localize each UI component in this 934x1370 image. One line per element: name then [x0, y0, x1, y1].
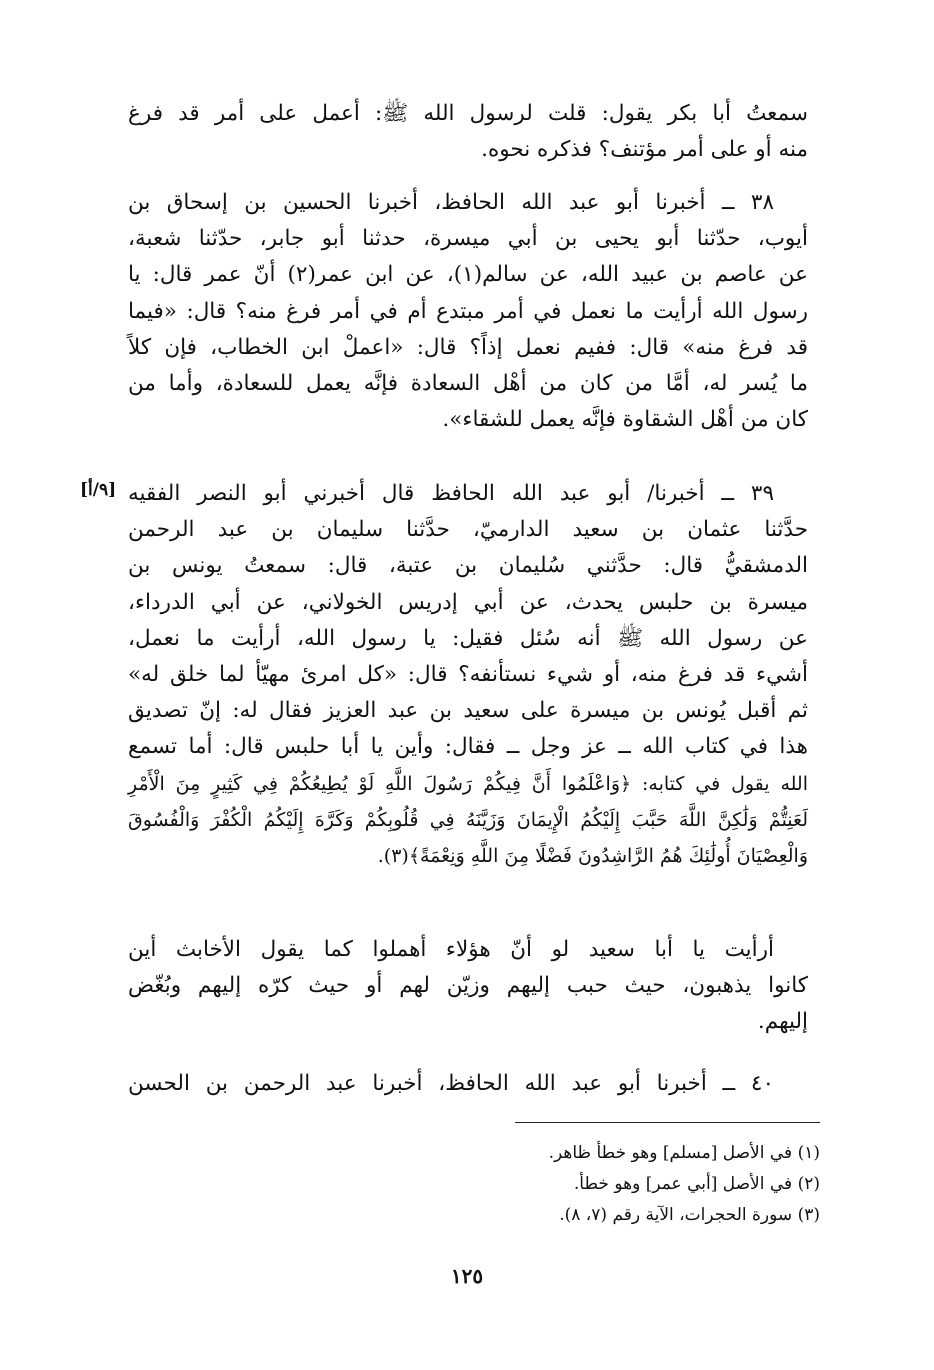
text-line: ما يُسر له، أمَّا من كان من أهْل السعادة فإنَّه يعمل للسعادة، وأما من: [128, 371, 808, 397]
hadith-39-continuation: [128, 932, 808, 1041]
footnote-divider: [515, 1122, 820, 1123]
text-line: كان من أهْل الشقاوة فإنَّه يعمل للشقاء».: [442, 407, 808, 433]
intro-paragraph: [128, 96, 808, 168]
page-number: ١٢٥: [450, 1264, 484, 1288]
footnotes: [300, 1138, 820, 1231]
text-line: كانوا يذهبون، حيث حبب إليهم وزيّن لهم أو حيث كرّه إليهم وبُغّض: [128, 973, 808, 999]
text-line: ثم أقبل يُونس بن ميسرة على سعيد بن عبد العزيز فقال له: إنّ تصديق: [128, 698, 808, 724]
text-line: عن عاصم بن عبيد الله، عن سالم(١)، عن ابن عمر(٢) أنّ عمر قال: يا: [128, 262, 809, 288]
text-line: أشيء قد فرغ منه، أو شيء نستأنفه؟ قال: «كل امرئ مهيّأ لما خلق له»: [128, 662, 808, 688]
text-line: الدمشقيُّ قال: حدَّثني سُليمان بن عتبة، قال: سمعتُ يونس بن: [128, 553, 808, 579]
text-line: سمعتُ أبا بكر يقول: قلت لرسول الله ﷺ: أعمل على أمر قد فرغ: [128, 101, 808, 126]
text-line: أرأيت يا أبا سعيد لو أنّ هؤلاء أهملوا كما يقول الأخابث أين: [128, 937, 774, 962]
text-line: رسول الله أرأيت ما نعمل في أمر مبتدع أم في أمر فرغ منه؟ قال: «فيما: [128, 298, 808, 324]
hadith-38-paragraph: [128, 185, 808, 438]
quran-verse-line: وَالْعِصْيَانَ أُولَٰئِكَ هُمُ الرَّاشِدُونَ فَضْلًا مِنَ اللَّهِ وَنِعْمَةً﴾(٣).: [377, 845, 808, 868]
hadith-40-paragraph: [128, 1066, 808, 1102]
text-line: هذا في كتاب الله ــ عز وجل ــ فقال: وأين يا أبا حلبس قال: أما تسمع: [128, 734, 808, 760]
footnote-1: (١) في الأصل [مسلم] وهو خطأ ظاهر.: [548, 1143, 820, 1163]
text-line: ٤٠ ــ أخبرنا أبو عبد الله الحافظ، أخبرنا عبد الرحمن بن الحسن: [128, 1071, 774, 1096]
text-line: منه أو على أمر مؤتنف؟ فذكره نحوه.: [481, 137, 808, 163]
hadith-39-paragraph: [128, 476, 808, 874]
text-line: ٣٨ ــ أخبرنا أبو عبد الله الحافظ، أخبرنا الحسين بن إسحاق بن: [128, 190, 774, 215]
quran-verse-line: الله يقول في كتابه: ﴿وَاعْلَمُوا أَنَّ فِيكُمْ رَسُولَ اللَّهِ لَوْ يُطِيعُكُمْ فِي كَثِيرٍ مِنَ الْأَمْرِ: [128, 772, 808, 795]
text-line: أيوب، حدّثنا أبو يحيى بن أبي ميسرة، حدثنا أبو جابر، حدّثنا شعبة،: [128, 226, 808, 252]
footnote-3: (٣) سورة الحجرات، الآية رقم (٧، ٨).: [559, 1205, 820, 1225]
text-line: ٣٩ ــ أخبرنا/ أبو عبد الله الحافظ قال أخبرني أبو النصر الفقيه: [128, 481, 774, 506]
text-line: حدَّثنا عثمان بن سعيد الدارميّ، حدَّثنا سليمان بن عبد الرحمن: [128, 517, 808, 543]
quran-verse-line: لَعَنِتُّمْ وَلَٰكِنَّ اللَّهَ حَبَّبَ إِلَيْكُمُ الْإِيمَانَ وَزَيَّنَهُ فِي قُلُوبِكُمْ وَكَرَّهَ إِلَيْكُمُ الْكُفْرَ وَالْفُسُوقَ: [128, 808, 808, 831]
text-line: إليهم.: [757, 1009, 808, 1035]
text-line: عن رسول الله ﷺ أنه سُئل فقيل: يا رسول الله، أرأيت ما نعمل،: [128, 625, 808, 651]
footnote-2: (٢) في الأصل [أبي عمر] وهو خطأ.: [573, 1174, 820, 1194]
text-line: ميسرة بن حلبس يحدث، عن أبي إدريس الخولاني، عن أبي الدرداء،: [128, 589, 808, 615]
margin-folio-note: [٩/أ]: [80, 480, 117, 500]
text-line: قد فرغ منه» قال: ففيم نعمل إذاً؟ قال: «اعملْ ابن الخطاب، فإن كلاً: [128, 334, 808, 360]
